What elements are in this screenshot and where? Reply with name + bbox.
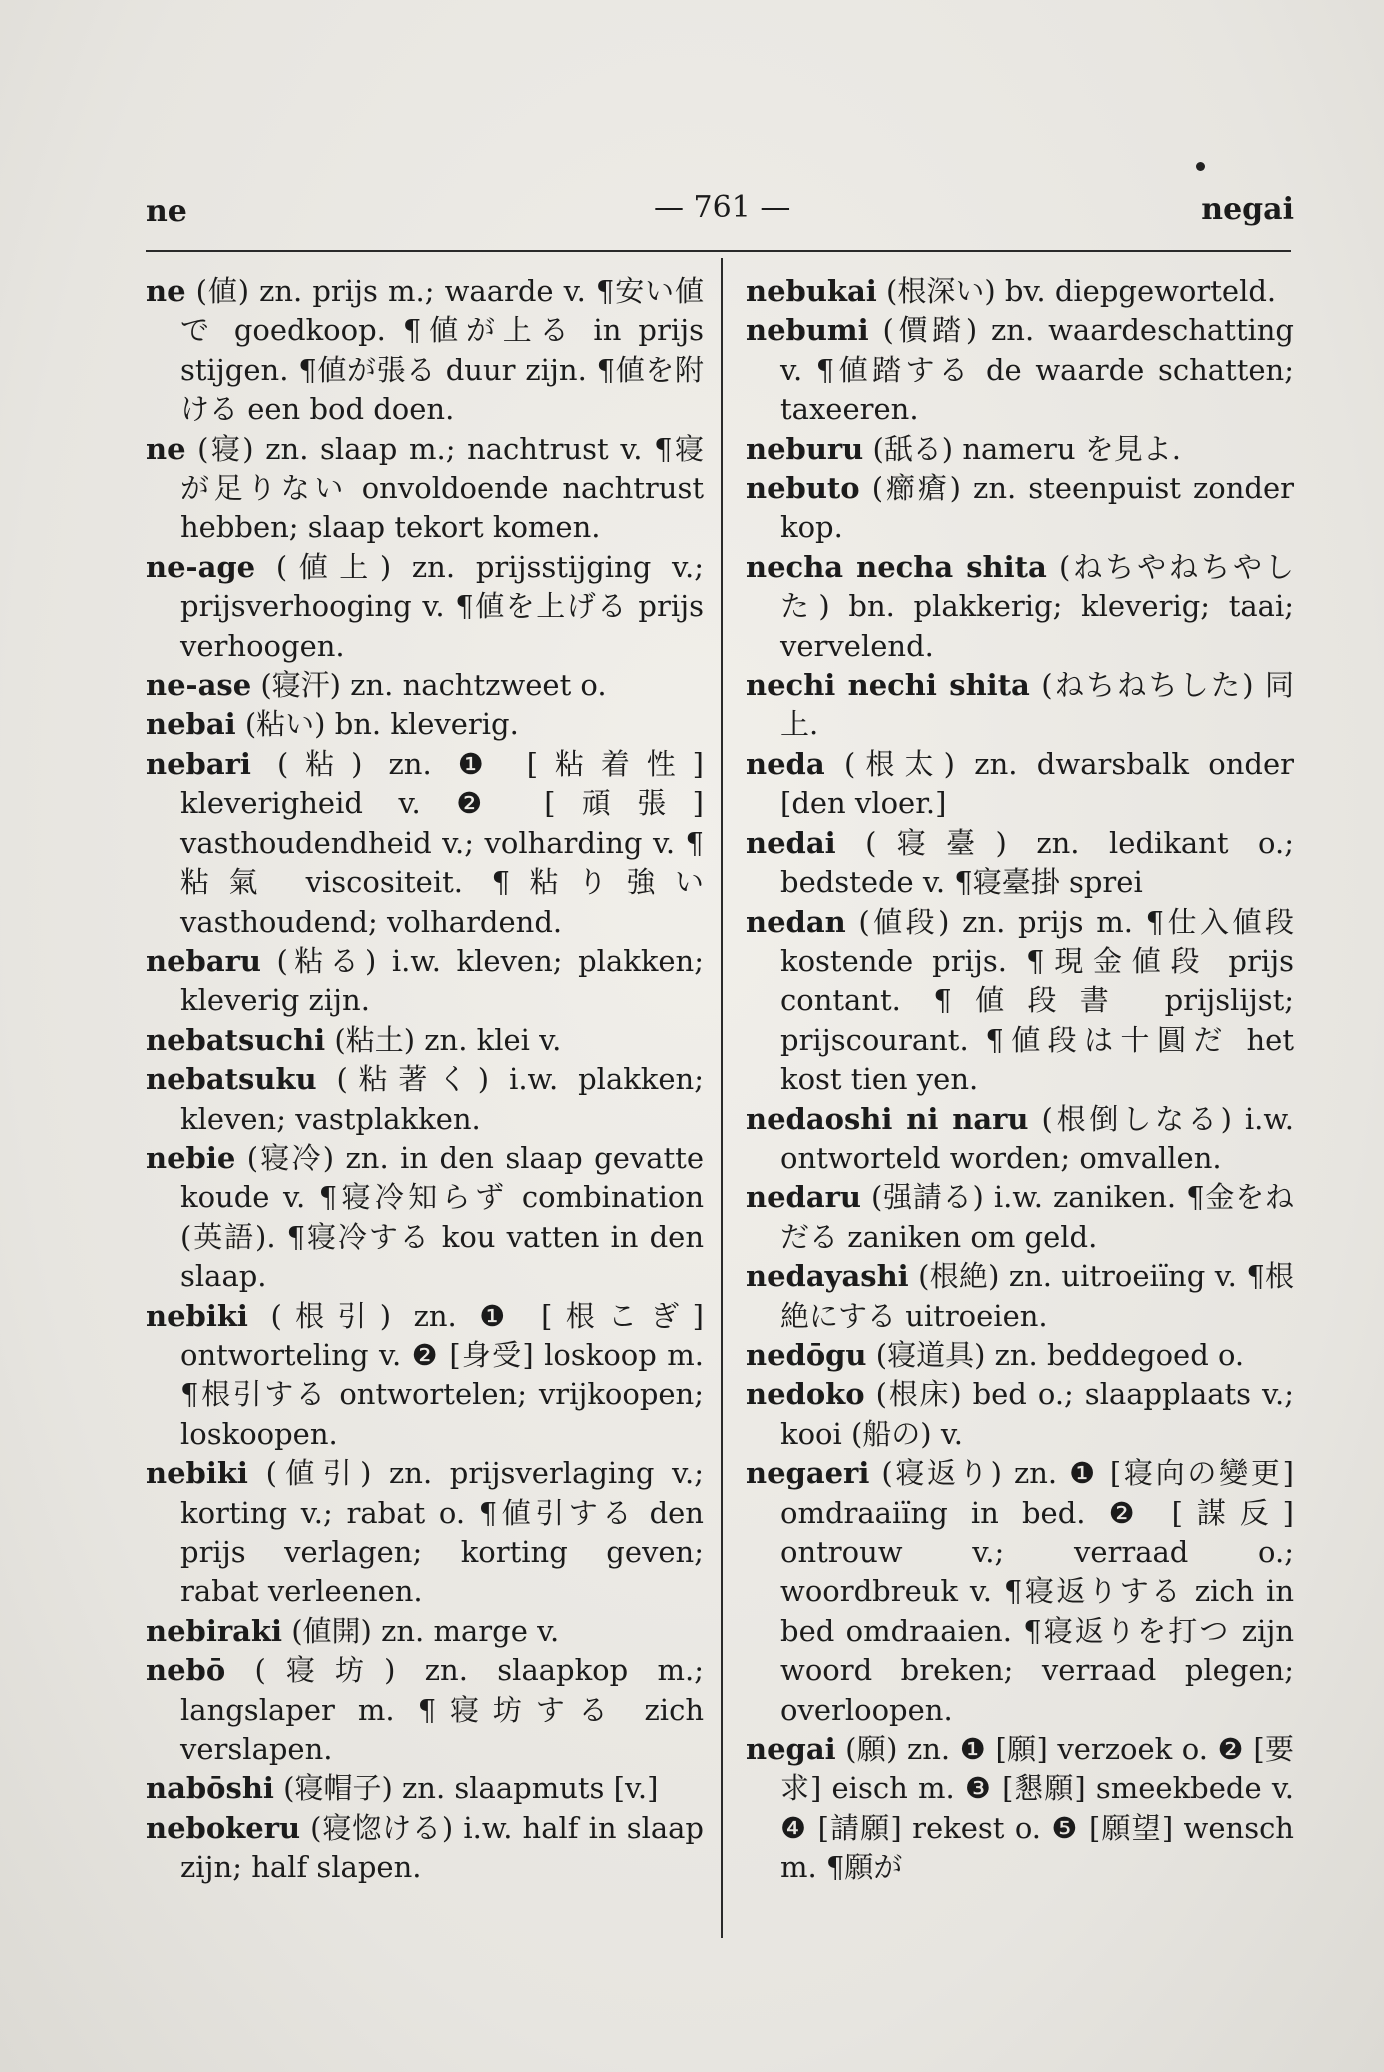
- dictionary-entry: ne (寝) zn. slaap m.; nachtrust v. ¶寝が足りない onvoldoende nachtrust hebben; slaap tekort komen.: [146, 431, 704, 545]
- dictionary-entry: nedōgu (寝道具) zn. beddegoed o.: [746, 1337, 1245, 1372]
- dictionary-entry: ne-age (値上) zn. prijsstijging v.; prijsverhooging v. ¶値を上げる prijs verhoogen.: [146, 549, 704, 663]
- ink-dot: [1196, 162, 1205, 171]
- dictionary-entry: ne-ase (寝汗) zn. nachtzweet o.: [146, 668, 607, 703]
- dictionary-entry: nebai (粘い) bn. kleverig.: [146, 707, 519, 742]
- dictionary-entry: nedai (寝臺) zn. ledikant o.; bedstede v. ¶寝臺掛 sprei: [746, 825, 1294, 900]
- dictionary-entry: nebatsuchi (粘土) zn. klei v.: [146, 1022, 562, 1057]
- dictionary-entry: nebaru (粘る) i.w. kleven; plakken; kleverig zijn.: [146, 943, 704, 1018]
- dictionary-entry: nebari (粘) zn. ❶ [粘着性] kleverigheid v. ❷ [頑張] vasthoudendheid v.; volharding v. ¶粘氣 viscositeit. ¶粘り強い vasthoudend; volhardend.: [146, 746, 704, 939]
- header-right-headword: negai: [1201, 192, 1294, 227]
- dictionary-entry: nechi nechi shita (ねちねちした) 同上.: [746, 668, 1294, 742]
- dictionary-entry: nebiraki (値開) zn. marge v.: [146, 1613, 560, 1648]
- dictionary-entry: nebatsuku (粘著く) i.w. plakken; kleven; vastplakken.: [146, 1062, 704, 1136]
- column-divider: [721, 258, 723, 1938]
- dictionary-entry: nebō (寝坊) zn. slaapkop m.; langslaper m. ¶寝坊する zich verslapen.: [146, 1653, 704, 1767]
- dictionary-entry: nedoko (根床) bed o.; slaapplaats v.; kooi (船の) v.: [746, 1377, 1294, 1451]
- header-rule: [146, 250, 1291, 252]
- dictionary-entry: nebiki (値引) zn. prijsverlaging v.; korting v.; rabat o. ¶値引する den prijs verlagen; korting geven; rabat verleenen.: [146, 1456, 704, 1609]
- right-column: [746, 272, 1294, 1888]
- dictionary-entry: nedaru (强請る) i.w. zaniken. ¶金をねだる zaniken om geld.: [746, 1180, 1294, 1254]
- dictionary-entry: nebumi (價踏) zn. waardeschatting v. ¶値踏する de waarde schatten; taxeeren.: [746, 313, 1294, 427]
- dictionary-entry: nebuto (癤瘡) zn. steenpuist zonder kop.: [746, 471, 1294, 545]
- dictionary-entry: neda (根太) zn. dwarsbalk onder [den vloer.]: [746, 746, 1294, 821]
- dictionary-entry: nebie (寝冷) zn. in den slaap gevatte koude v. ¶寝冷知らず combination (英語). ¶寝冷する kou vatten in den slaap.: [146, 1140, 704, 1294]
- dictionary-entry: nebokeru (寝惚ける) i.w. half in slaap zijn; half slapen.: [146, 1810, 704, 1885]
- dictionary-entry: negai (願) zn. ❶ [願] verzoek o. ❷ [要求] eisch m. ❸ [懇願] smeekbede v. ❹ [請願] rekest o. ❺ [願望] wensch m. ¶願が: [746, 1732, 1294, 1885]
- dictionary-entry: nedayashi (根絶) zn. uitroeiïng v. ¶根絶にする uitroeien.: [746, 1259, 1294, 1333]
- dictionary-entry: negaeri (寝返り) zn. ❶ [寝向の變更] omdraaiïng in bed. ❷ [謀反] ontrouw v.; verraad o.; woordbreuk v. ¶寝返りする zich in bed omdraaien. ¶寝返りを打つ zijn woord breken; verraad plegen; overloopen.: [746, 1456, 1294, 1727]
- dictionary-entry: ne (値) zn. prijs m.; waarde v. ¶安い値で goedkoop. ¶値が上る in prijs stijgen. ¶値が張る duur zijn. ¶値を附ける een bod doen.: [146, 274, 704, 427]
- left-column: [146, 272, 704, 1888]
- dictionary-entry: nedan (値段) zn. prijs m. ¶仕入値段 kostende prijs. ¶現金値段 prijs contant. ¶値段書 prijslijst; prijscourant. ¶値段は十圓だ het kost tien yen.: [746, 904, 1294, 1097]
- dictionary-entry: necha necha shita (ねちやねちやした) bn. plakkerig; kleverig; taai; vervelend.: [746, 549, 1294, 663]
- dictionary-entry: nedaoshi ni naru (根倒しなる) i.w. ontworteld worden; omvallen.: [746, 1101, 1294, 1175]
- dictionary-entry: nabōshi (寝帽子) zn. slaapmuts [v.]: [146, 1771, 659, 1806]
- dictionary-entry: nebukai (根深い) bv. diepgeworteld.: [746, 274, 1277, 308]
- dictionary-entry: neburu (舐る) nameru を見よ.: [746, 431, 1181, 466]
- header-left-headword: ne: [146, 194, 187, 229]
- page-header: [146, 188, 1294, 236]
- dictionary-entry: nebiki (根引) zn. ❶ [根こぎ] ontworteling v. ❷ [身受] loskoop m. ¶根引する ontwortelen; vrijkoopen; loskoopen.: [146, 1298, 704, 1451]
- page-number: — 761 —: [654, 190, 791, 225]
